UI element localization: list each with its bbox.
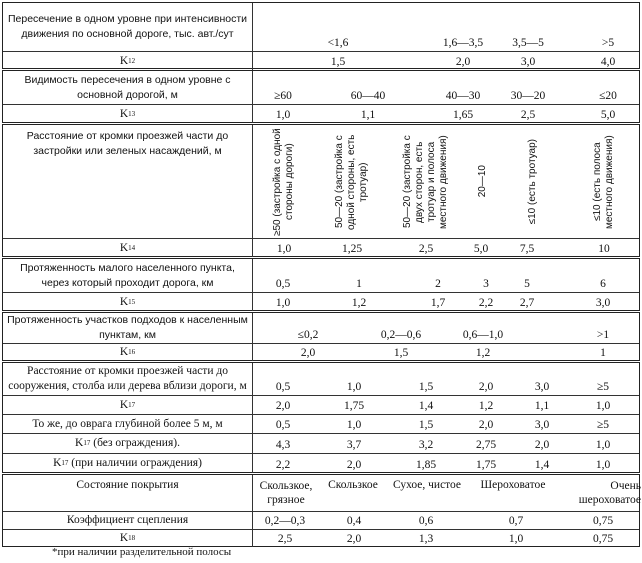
cell: 1,0 <box>508 533 524 545</box>
header-row <box>3 363 639 395</box>
cell: 2,0 <box>300 347 316 359</box>
header-row <box>3 259 639 292</box>
cell: 0,6 <box>418 515 434 527</box>
cell: 3,0 <box>534 419 550 431</box>
coefficient-row <box>3 529 639 547</box>
row-label: Расстояние от кромки проезжей части до застройки или зеленых насаждений, м <box>3 125 253 238</box>
cell: 0,5 <box>275 381 291 393</box>
row-label: Коэффициент сцепления <box>3 512 253 529</box>
cell: >1 <box>596 329 610 341</box>
header-row <box>3 3 639 51</box>
cell: 1,0 <box>595 439 611 451</box>
cell: 0,6—1,0 <box>462 329 504 341</box>
cell: ≤20 <box>599 90 617 102</box>
cell: 1,75 <box>343 400 365 412</box>
cell: 2,75 <box>475 439 497 451</box>
row-label: K 12 <box>3 52 253 70</box>
cell: 2,0 <box>478 381 494 393</box>
cell: 1,0 <box>275 109 291 121</box>
row-label: K 15 <box>3 293 253 311</box>
row-label: Протяженность малого населенного пункта, через который проходит дорога, км <box>3 259 253 292</box>
coefficient-row <box>3 343 639 361</box>
coefficient-row <box>3 104 639 123</box>
section-obstacle-distance <box>2 362 640 473</box>
cell: ≤0,2 <box>297 329 319 341</box>
cell: 4,3 <box>275 439 291 451</box>
cell: 3,0 <box>534 381 550 393</box>
row-label: Видимость пересечения в одном уровне с основной дорогой, м <box>3 71 253 104</box>
coefficient-row-no-guardrail <box>3 433 639 453</box>
cell: 2,0 <box>478 419 494 431</box>
cell: 2,0 <box>534 439 550 451</box>
header-row <box>3 313 639 343</box>
cell: ≤10 (есть полоса местного движения) <box>592 134 615 229</box>
cell: 1,2 <box>351 297 367 309</box>
coefficient-row <box>3 395 639 414</box>
footnote: *при наличии разделительной полосы <box>52 546 232 558</box>
cell: 1,7 <box>430 297 446 309</box>
row-label: K 18 <box>3 530 253 547</box>
cell: 2,5 <box>277 533 293 545</box>
cell: 3,2 <box>418 439 434 451</box>
cell: Скользкое <box>328 479 378 491</box>
adhesion-row <box>3 511 639 529</box>
cell: 1,65 <box>452 109 474 121</box>
cell: 1,0 <box>346 419 362 431</box>
row-label: Пересечение в одном уровне при интенсивности движения по основной дороге, тыс. авт./сут <box>3 3 253 51</box>
cell: 1,2 <box>475 347 491 359</box>
cell: Очень шероховатое <box>578 480 641 506</box>
header-row <box>3 125 639 238</box>
cell: 1,5 <box>330 56 346 68</box>
cell: 1,6—3,5 <box>442 37 484 49</box>
cell: >5 <box>601 37 615 49</box>
cell: 1,2 <box>478 400 494 412</box>
cell: 50—20 (застройка с одной стороны, есть тротуар) <box>334 133 369 230</box>
cell: 30—20 <box>510 90 546 102</box>
cell: 1,3 <box>418 533 434 545</box>
cell: 1,4 <box>418 400 434 412</box>
coefficient-row <box>3 51 639 70</box>
cell: 0,75 <box>592 533 614 545</box>
cell: 20—10 <box>477 165 488 198</box>
cell: 5,0 <box>473 243 489 255</box>
coefficient-row <box>3 238 639 257</box>
cell: 2,7 <box>519 297 535 309</box>
cell: 40—30 <box>445 90 481 102</box>
cell: 0,2—0,3 <box>264 515 306 527</box>
section-settlement-length <box>2 258 640 311</box>
cell: Сухое, чистое <box>392 479 462 491</box>
row-label: Расстояние от кромки проезжей части до сооружения, столба или дерева вблизи дороги, м <box>3 363 253 395</box>
coefficient-row-with-guardrail <box>3 453 639 473</box>
cell: 1,85 <box>415 459 437 471</box>
row-label: K 14 <box>3 239 253 257</box>
cell: 1,4 <box>534 459 550 471</box>
cell: ≥50 (застройка с одной стороны дороги) <box>272 127 295 236</box>
cell: 10 <box>598 243 610 255</box>
cell: 2,0 <box>455 56 471 68</box>
cell: 2,5 <box>418 243 434 255</box>
cell: 3,0 <box>520 56 536 68</box>
cell: 3 <box>483 278 489 290</box>
cell: 1,5 <box>418 381 434 393</box>
cell: 2,5 <box>520 109 536 121</box>
cell: 3,0 <box>595 297 611 309</box>
section-building-distance <box>2 124 640 257</box>
cell: 0,2—0,6 <box>380 329 422 341</box>
cell: ≥5 <box>596 419 610 431</box>
cell: Скользкое, грязное <box>259 480 313 506</box>
cell: 1,1 <box>534 400 550 412</box>
cell: 2 <box>435 278 441 290</box>
cell: 5 <box>524 278 530 290</box>
cell: 1 <box>356 278 362 290</box>
cell: 3,7 <box>346 439 362 451</box>
cell: Шероховатое <box>480 479 546 491</box>
cell: 2,2 <box>478 297 494 309</box>
cell: 0,4 <box>346 515 362 527</box>
cell: 5,0 <box>600 109 616 121</box>
cell: 2,0 <box>346 533 362 545</box>
header-row <box>3 475 639 511</box>
cell: 0,75 <box>592 515 614 527</box>
section-pavement-condition <box>2 474 640 547</box>
row-label: То же, до оврага глубиной более 5 м, м <box>3 415 253 433</box>
row-label: K 16 <box>3 344 253 361</box>
cell: 1,5 <box>418 419 434 431</box>
cell: 7,5 <box>519 243 535 255</box>
cell: 1,0 <box>595 459 611 471</box>
cell: 1,0 <box>275 297 291 309</box>
row-label: K 17 (при наличии ограждения) <box>3 454 253 473</box>
ravine-distance-row <box>3 414 639 433</box>
section-visibility <box>2 70 640 123</box>
cell: 1 <box>600 347 606 359</box>
coefficient-row <box>3 292 639 311</box>
header-row <box>3 71 639 104</box>
cell: ≥5 <box>596 381 610 393</box>
cell: 4,0 <box>600 56 616 68</box>
cell: 1,75 <box>475 459 497 471</box>
cell: 60—40 <box>350 90 386 102</box>
row-label: K 13 <box>3 105 253 123</box>
cell: 2,0 <box>275 400 291 412</box>
cell: 1,1 <box>360 109 376 121</box>
cell: 2,2 <box>275 459 291 471</box>
cell: 1,25 <box>341 243 363 255</box>
row-label: Протяженность участков подходов к населенным пунктам, км <box>3 313 253 343</box>
cell: 0,7 <box>508 515 524 527</box>
row-label: K 17 <box>3 396 253 414</box>
row-label: K 17 (без ограждения). <box>3 434 253 453</box>
cell: 1,0 <box>346 381 362 393</box>
section-intersection-traffic <box>2 2 640 69</box>
cell: 1,0 <box>276 243 292 255</box>
cell: 1,5 <box>393 347 409 359</box>
section-approach-length <box>2 312 640 361</box>
cell: ≤10 (есть тротуар) <box>527 138 538 225</box>
cell: 0,5 <box>275 419 291 431</box>
cell: 6 <box>600 278 606 290</box>
row-label: Состояние покрытия <box>3 475 253 511</box>
cell: 2,0 <box>346 459 362 471</box>
cell: 0,5 <box>275 278 291 290</box>
cell: 1,0 <box>595 400 611 412</box>
cell: 3,5—5 <box>512 37 544 49</box>
cell: 50—20 (застройка с двух сторон, есть тротуар и полоса местного движения) <box>402 134 449 229</box>
cell: ≥60 <box>274 90 292 102</box>
cell: <1,6 <box>327 37 349 49</box>
